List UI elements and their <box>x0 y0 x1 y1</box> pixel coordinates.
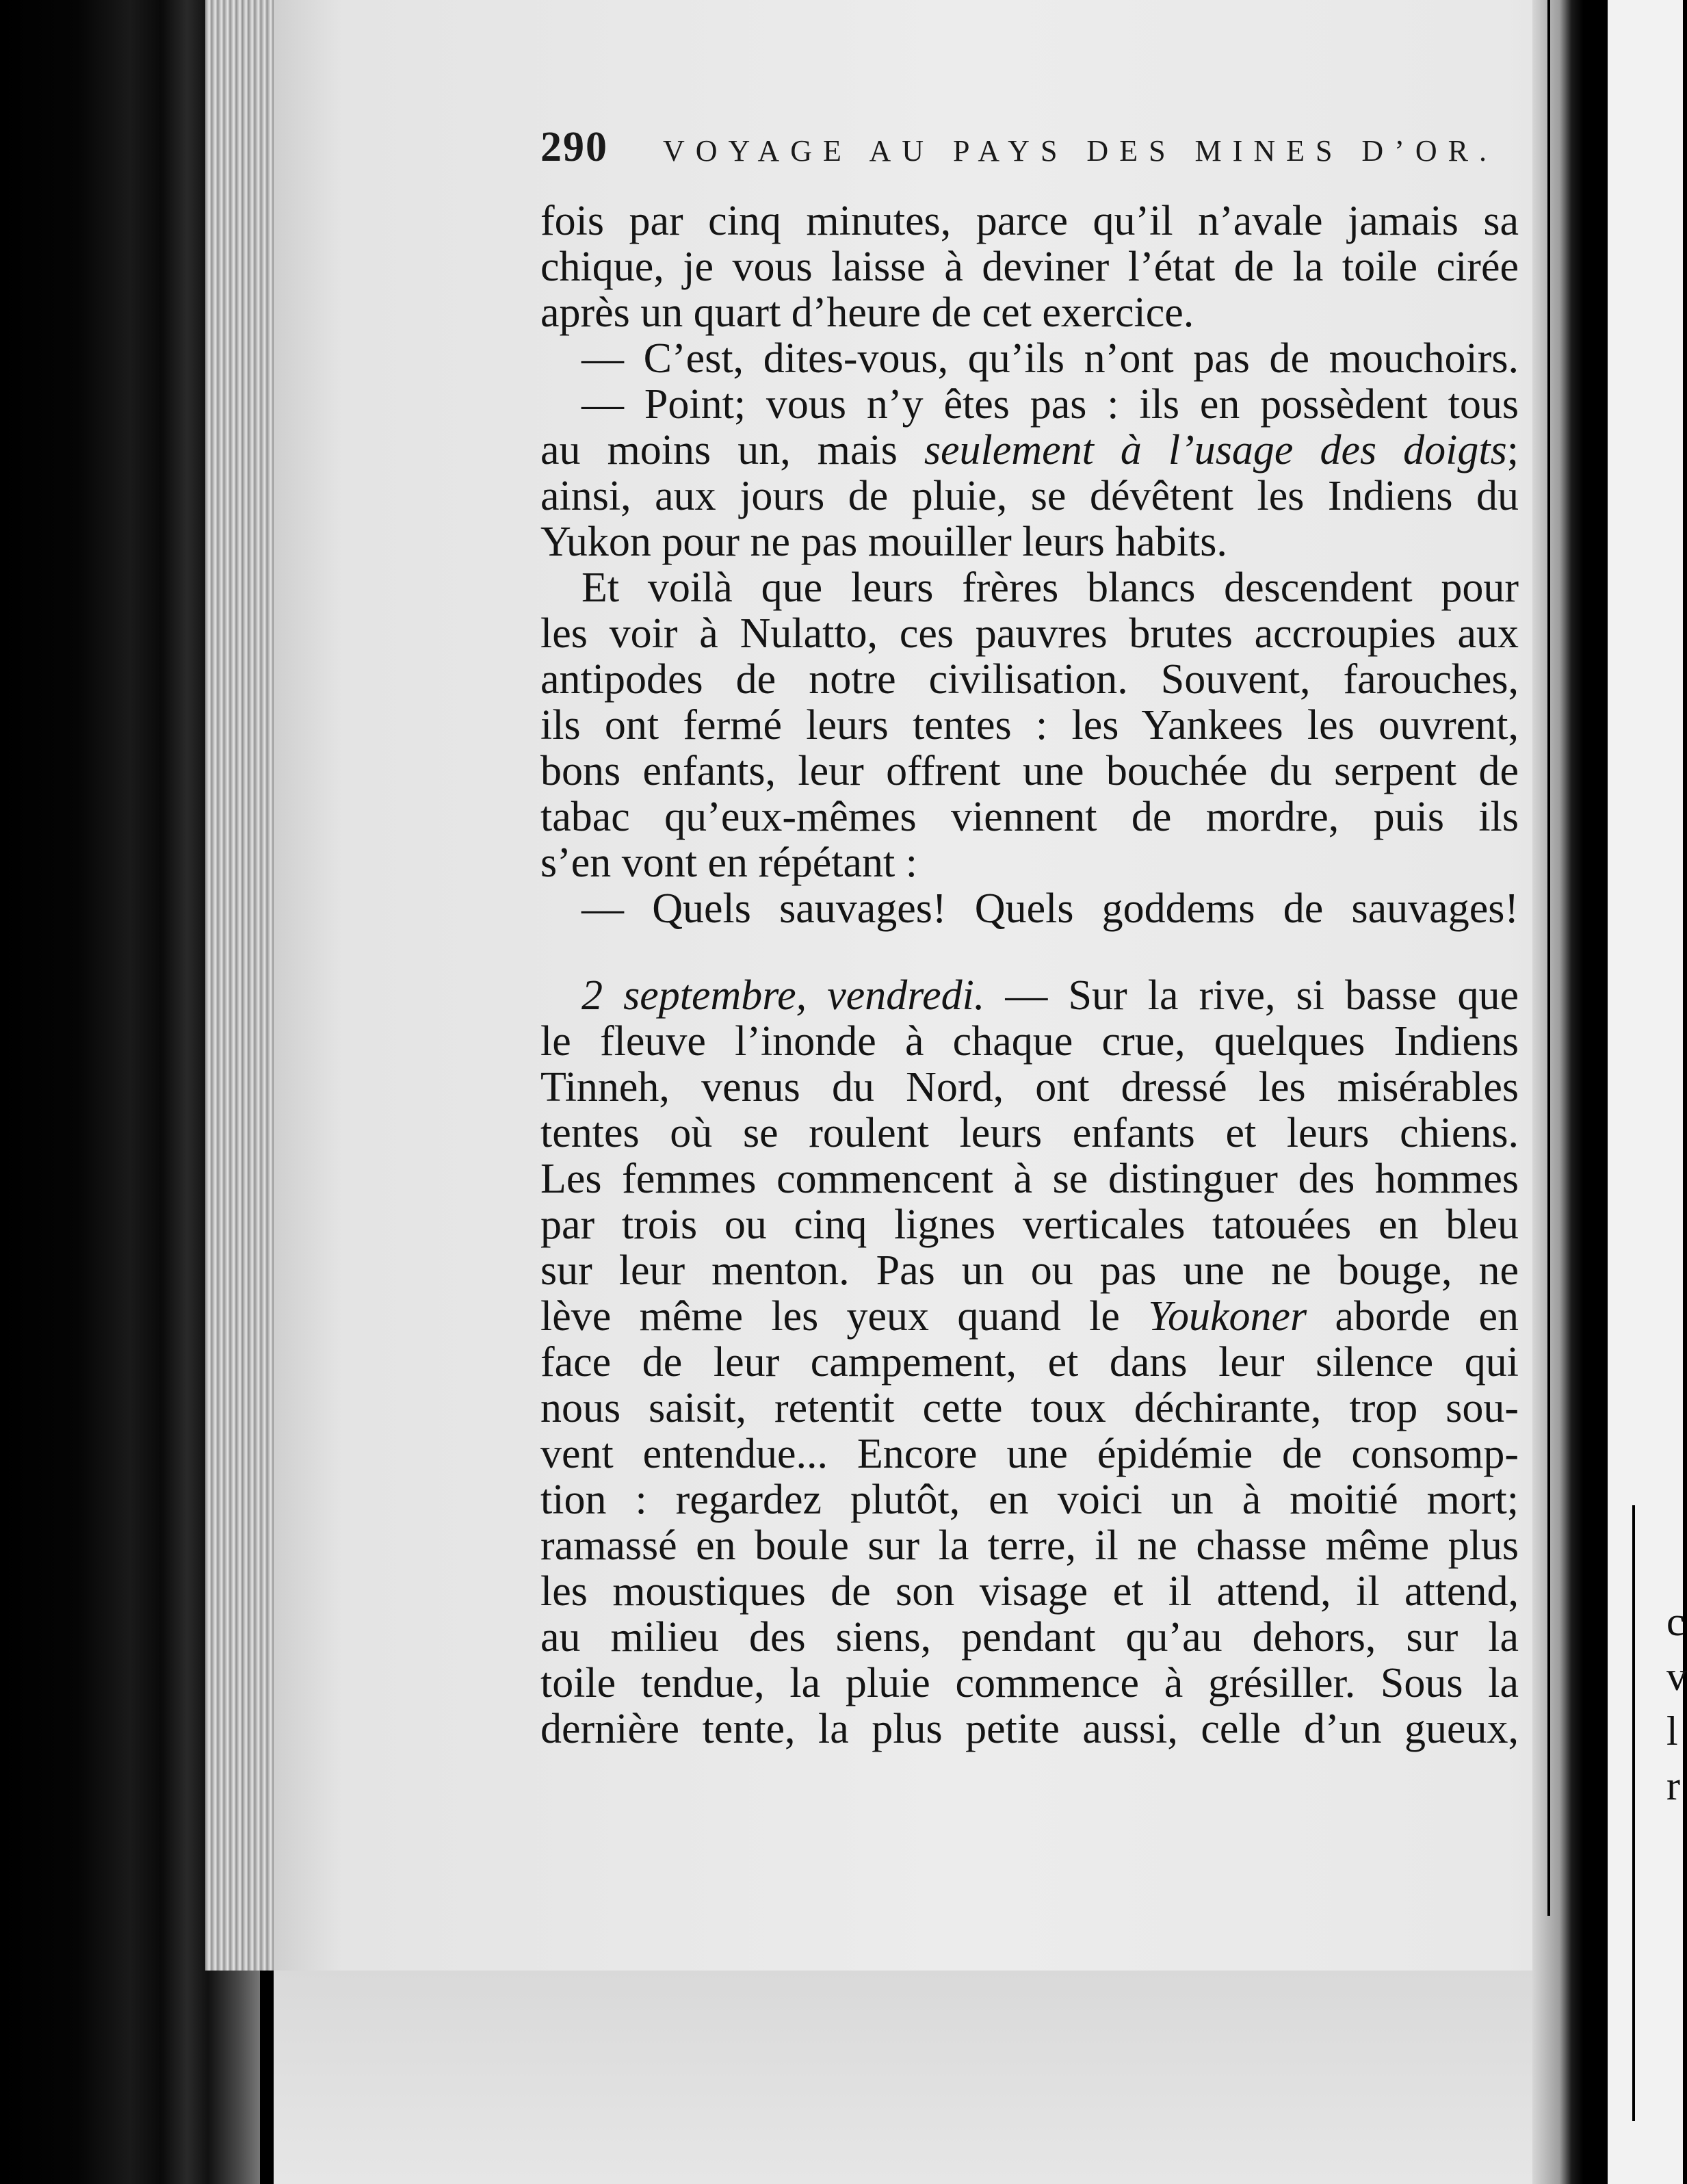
next-page-letter: r <box>1666 1763 1680 1808</box>
text-line: fois par cinq minutes, parce qu’il n’avale jamais sa <box>540 198 1519 244</box>
text-line: tentes où se roulent leurs enfants et leurs chiens. <box>540 1110 1519 1156</box>
running-title: VOYAGE AU PAYS DES MINES D’OR. <box>663 134 1498 168</box>
text-line: Tinneh, venus du Nord, ont dressé les misérables <box>540 1064 1519 1110</box>
text-line: — Point; vous n’y êtes pas : ils en possèdent tous <box>581 381 1519 428</box>
text-run: lève même les yeux quand le <box>540 1293 1149 1340</box>
text-line: bons enfants, leur offrent une bouchée du serpent de <box>540 748 1519 794</box>
text-line: tabac qu’eux-mêmes viennent de mordre, puis ils <box>540 794 1519 840</box>
text-line: après un quart d’heure de cet exercice. <box>540 289 1194 336</box>
text-line: ramassé en boule sur la terre, il ne chasse même plus <box>540 1522 1519 1569</box>
next-page-edge <box>1608 0 1683 2184</box>
text-line: — C’est, dites-vous, qu’ils n’ont pas de mouchoirs. <box>581 335 1519 382</box>
text-line: dernière tente, la plus petite aussi, celle d’un gueux, <box>540 1706 1519 1752</box>
text-line: chique, je vous laisse à deviner l’état de la toile cirée <box>540 244 1519 290</box>
text-line <box>540 973 1519 1019</box>
text-line: — Quels sauvages! Quels goddems de sauvages! <box>581 885 1519 932</box>
page-bottom <box>274 1971 1628 2184</box>
page-number: 290 <box>540 124 608 170</box>
text-line: ainsi, aux jours de pluie, se dévêtent les Indiens du <box>540 473 1519 519</box>
italic-phrase: Youkoner <box>1148 1293 1307 1340</box>
text-line: les voir à Nulatto, ces pauvres brutes accroupies aux <box>540 610 1519 657</box>
text-line: Yukon pour ne pas mouiller leurs habits. <box>540 519 1227 565</box>
text-line: au milieu des siens, pendant qu’au dehors, sur la <box>540 1614 1519 1661</box>
text-line: vent entendue... Encore une épidémie de consomp- <box>540 1431 1519 1477</box>
italic-phrase: seulement à l’usage des doigts <box>924 427 1507 473</box>
text-line: tion : regardez plutôt, en voici un à moitié mort; <box>540 1477 1519 1523</box>
text-line: nous saisit, retentit cette toux déchirante, trop sou- <box>540 1385 1519 1431</box>
text-run: aborde en <box>1307 1293 1519 1340</box>
date-heading: 2 septembre, vendredi. <box>581 972 985 1019</box>
next-page-letter: c <box>1666 1599 1685 1644</box>
page-stack-edge <box>205 0 280 1971</box>
next-page-letter: v <box>1666 1654 1687 1699</box>
text-line: le fleuve l’inonde à chaque crue, quelques Indiens <box>540 1018 1519 1065</box>
text-run: — Sur la rive, si basse que <box>984 972 1519 1019</box>
text-line: sur leur menton. Pas un ou pas une ne bouge, ne <box>540 1247 1519 1294</box>
text-line: par trois ou cinq lignes verticales tatouées en bleu <box>540 1201 1519 1248</box>
page-text-block <box>540 123 1519 1752</box>
gutter-line <box>1547 0 1550 1916</box>
text-line: ils ont fermé leurs tentes : les Yankees les ouvrent, <box>540 702 1519 749</box>
next-page-letters <box>1666 1594 1687 1813</box>
text-line: Et voilà que leurs frères blancs descendent pour <box>581 564 1519 611</box>
text-line: Les femmes commencent à se distinguer des hommes <box>540 1156 1519 1202</box>
next-page-letter: l <box>1666 1708 1678 1754</box>
text-line: toile tendue, la pluie commence à grésiller. Sous la <box>540 1660 1519 1706</box>
text-line: face de leur campement, et dans leur silence qui <box>540 1339 1519 1386</box>
text-run: au moins un, mais <box>540 427 924 473</box>
text-line: s’en vont en répétant : <box>540 840 917 886</box>
right-edge-line <box>1632 1505 1635 2121</box>
text-line <box>540 1294 1519 1340</box>
text-line <box>540 428 1519 473</box>
page-header <box>540 123 1519 198</box>
text-line: les moustiques de son visage et il attend, il attend, <box>540 1568 1519 1615</box>
text-run: ; <box>1506 427 1519 473</box>
text-line: antipodes de notre civilisation. Souvent, farouches, <box>540 656 1519 703</box>
